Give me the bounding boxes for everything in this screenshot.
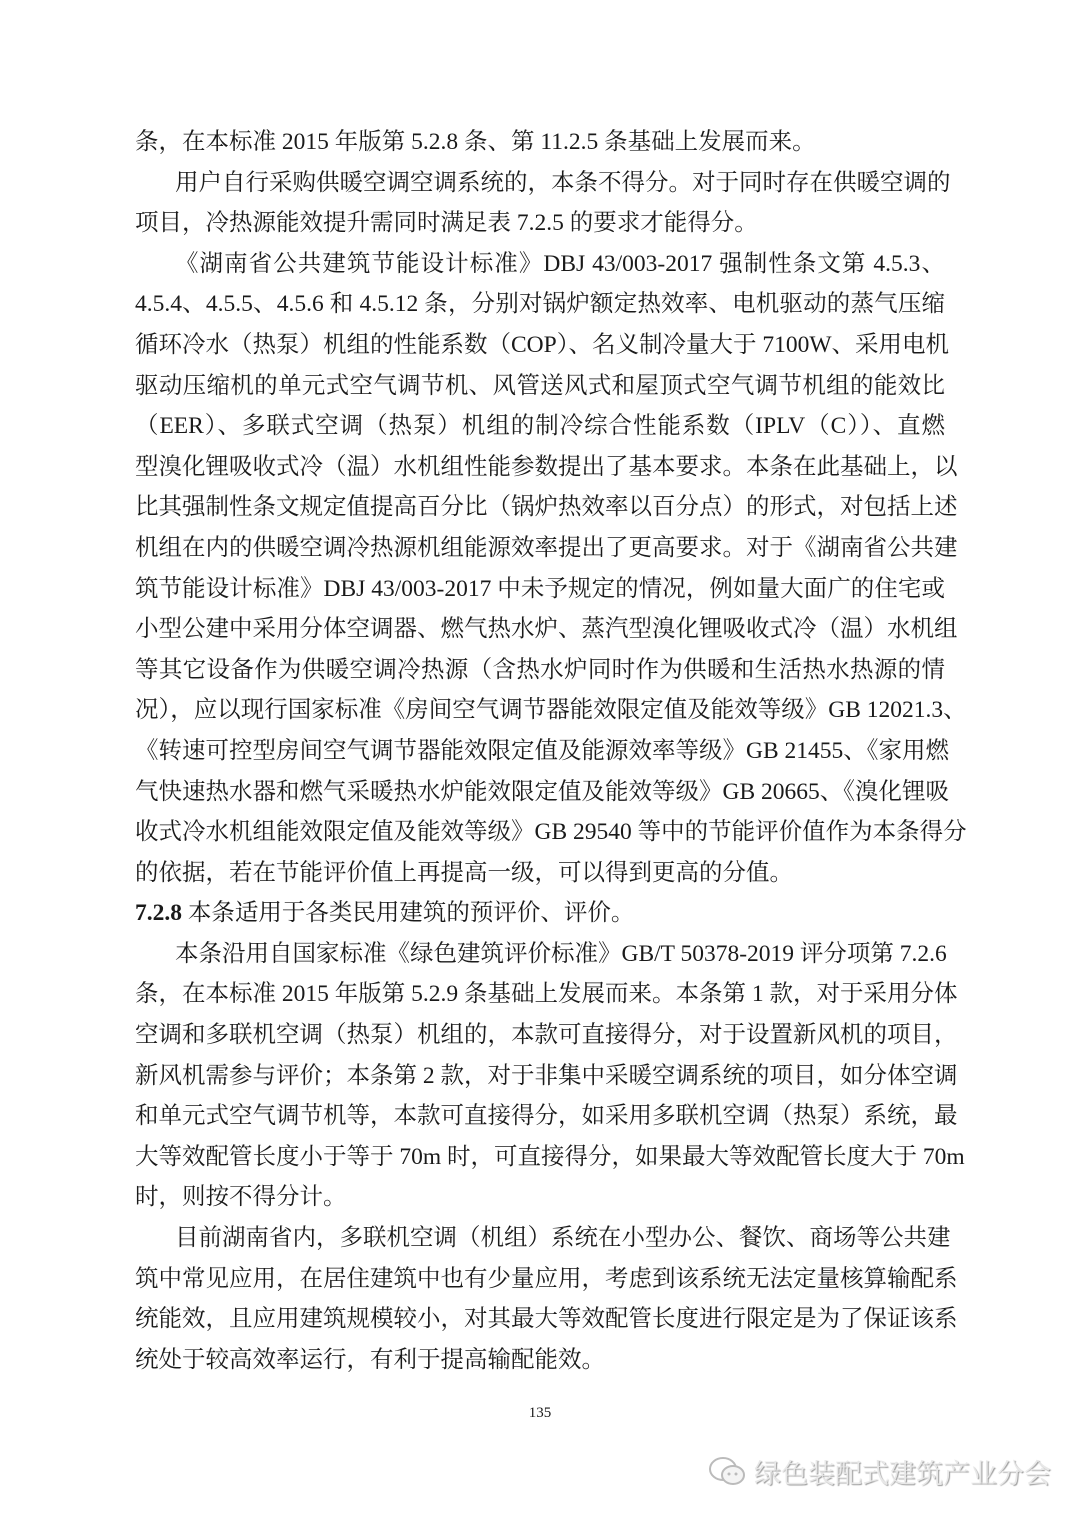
section-heading-line bbox=[135, 893, 945, 934]
text-line: 型溴化锂吸收式冷（温）水机组性能参数提出了基本要求。本条在此基础上，以 bbox=[135, 453, 958, 480]
text-line: 等其它设备作为供暖空调冷热源（含热水炉同时作为供暖和生活热水热源的情 bbox=[135, 656, 945, 683]
section-number: 7.2.8 bbox=[135, 900, 182, 927]
text-line: 《湖南省公共建筑节能设计标准》DBJ 43/003-2017 强制性条文第 4.5.3、 bbox=[175, 250, 945, 277]
text-line: 空调和多联机空调（热泵）机组的，本款可直接得分，对于设置新风机的项目， bbox=[135, 1022, 958, 1049]
text-line: 统处于较高效率运行，有利于提高输配能效。 bbox=[135, 1346, 605, 1373]
wechat-icon bbox=[708, 1455, 748, 1489]
section-text: 本条适用于各类民用建筑的预评价、评价。 bbox=[182, 900, 635, 927]
text-line: （EER）、多联式空调（热泵）机组的制冷综合性能系数（IPLV（C））、直燃 bbox=[135, 413, 945, 440]
text-line: 时，则按不得分计。 bbox=[135, 1184, 347, 1211]
watermark-text: 绿色装配式建筑产业分会 bbox=[754, 1459, 1051, 1490]
document-body bbox=[135, 122, 967, 1380]
text-line: 筑节能设计标准》DBJ 43/003-2017 中未予规定的情况，例如量大面广的住宅或 bbox=[135, 575, 945, 602]
text-line: 《转速可控型房间空气调节器能效限定值及能源效率等级》GB 21455、《家用燃 bbox=[135, 737, 950, 764]
text-line: 筑中常见应用，在居住建筑中也有少量应用，考虑到该系统无法定量核算输配系 bbox=[135, 1265, 958, 1292]
text-line: 用户自行采购供暖空调空调系统的，本条不得分。对于同时存在供暖空调的 bbox=[175, 169, 951, 196]
text-line: 大等效配管长度小于等于 70m 时，可直接得分，如果最大等效配管长度大于 70m bbox=[135, 1143, 965, 1170]
text-line: 的依据，若在节能评价值上再提高一级，可以得到更高的分值。 bbox=[135, 859, 793, 886]
watermark bbox=[708, 1452, 1051, 1491]
text-line: 和单元式空气调节机等，本款可直接得分，如采用多联机空调（热泵）系统，最 bbox=[135, 1103, 958, 1130]
text-line: 况），应以现行国家标准《房间空气调节器能效限定值及能效等级》GB 12021.3、 bbox=[135, 697, 967, 724]
text-line: 小型公建中采用分体空调器、燃气热水炉、蒸汽型溴化锂吸收式冷（温）水机组 bbox=[135, 616, 958, 643]
text-line: 条，在本标准 2015 年版第 5.2.8 条、第 11.2.5 条基础上发展而来。 bbox=[135, 129, 816, 155]
text-line: 比其强制性条文规定值提高百分比（锅炉热效率以百分点）的形式，对包括上述 bbox=[135, 494, 958, 521]
text-line: 本条沿用自国家标准《绿色建筑评价标准》GB/T 50378-2019 评分项第 7.2.6 bbox=[175, 940, 947, 967]
text-line: 机组在内的供暖空调冷热源机组能源效率提出了更高要求。对于《湖南省公共建 bbox=[135, 534, 958, 561]
text-line: 收式冷水机组能效限定值及能效等级》GB 29540 等中的节能评价值作为本条得分 bbox=[135, 819, 967, 846]
text-line: 目前湖南省内，多联机空调（机组）系统在小型办公、餐饮、商场等公共建 bbox=[175, 1225, 951, 1252]
text-line: 4.5.4、4.5.5、4.5.6 和 4.5.12 条，分别对锅炉额定热效率、电机驱动的蒸气压缩 bbox=[135, 291, 945, 318]
text-line: 项目，冷热源能效提升需同时满足表 7.2.5 的要求才能得分。 bbox=[135, 210, 758, 237]
text-line: 统能效，且应用建筑规模较小，对其最大等效配管长度进行限定是为了保证该系 bbox=[135, 1306, 958, 1333]
text-line: 新风机需参与评价；本条第 2 款，对于非集中采暖空调系统的项目，如分体空调 bbox=[135, 1062, 958, 1089]
text-line: 条，在本标准 2015 年版第 5.2.9 条基础上发展而来。本条第 1 款，对于采用分体 bbox=[135, 981, 958, 1008]
text-line: 循环冷水（热泵）机组的性能系数（COP）、名义制冷量大于 7100W、采用电机 bbox=[135, 331, 950, 358]
page-number: 135 bbox=[528, 1405, 552, 1421]
text-line: 驱动压缩机的单元式空气调节机、风管送风式和屋顶式空气调节机组的能效比 bbox=[135, 372, 945, 399]
text-line: 气快速热水器和燃气采暖热水炉能效限定值及能效等级》GB 20665、《溴化锂吸 bbox=[135, 778, 950, 805]
